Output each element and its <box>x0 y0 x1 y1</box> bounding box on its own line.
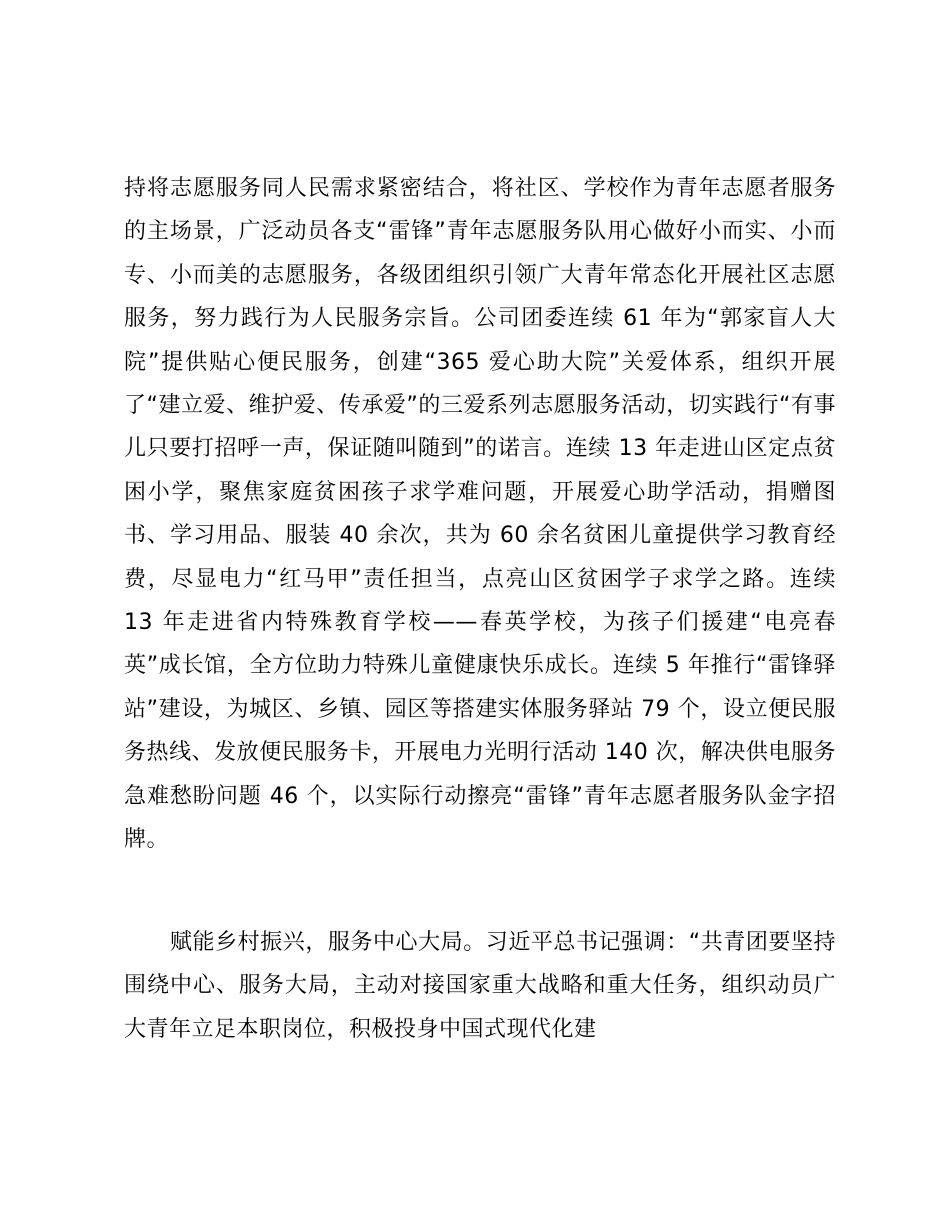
body-text-column-2 <box>124 921 836 1051</box>
paragraph-volunteer-service: 持将志愿服务同人民需求紧密结合，将社区、学校作为青年志愿者服务的主场景，广泛动员各支“雷锋”青年志愿服务队用心做好小而实、小而专、小而美的志愿服务，各级团组织引领广大青年常态化开展社区志愿服务，努力践行为人民服务宗旨。公司团委连续 61 年为“郭家盲人大院”提供贴心便民服务，创建“365 爱心助大院”关爱体系，组织开展了“建立爱、维护爱、传承爱”的三爱系列志愿服务活动，切实践行“有事儿只要打招呼一声，保证随叫随到”的诺言。连续 13 年走进山区定点贫困小学，聚焦家庭贫困孩子求学难问题，开展爱心助学活动，捐赠图书、学习用品、服装 40 余次，共为 60 余名贫困儿童提供学习教育经费，尽显电力“红马甲”责任担当，点亮山区贫困学子求学之路。连续 13 年走进省内特殊教育学校——春英学校，为孩子们援建“电亮春英”成长馆，全方位助力特殊儿童健康快乐成长。连续 5 年推行“雷锋驿站”建设，为城区、乡镇、园区等搭建实体服务驿站 79 个，设立便民服务热线、发放便民服务卡，开展电力光明行活动 140 次，解决供电服务急难愁盼问题 46 个，以实际行动擦亮“雷锋”青年志愿者服务队金字招牌。 <box>124 176 836 853</box>
body-text-column <box>124 167 836 862</box>
paragraph-rural-revitalization: 赋能乡村振兴，服务中心大局。习近平总书记强调：“共青团要坚持围绕中心、服务大局，主动对接国家重大战略和重大任务，组织动员广大青年立足本职岗位，积极投身中国式现代化建 <box>124 930 836 1042</box>
